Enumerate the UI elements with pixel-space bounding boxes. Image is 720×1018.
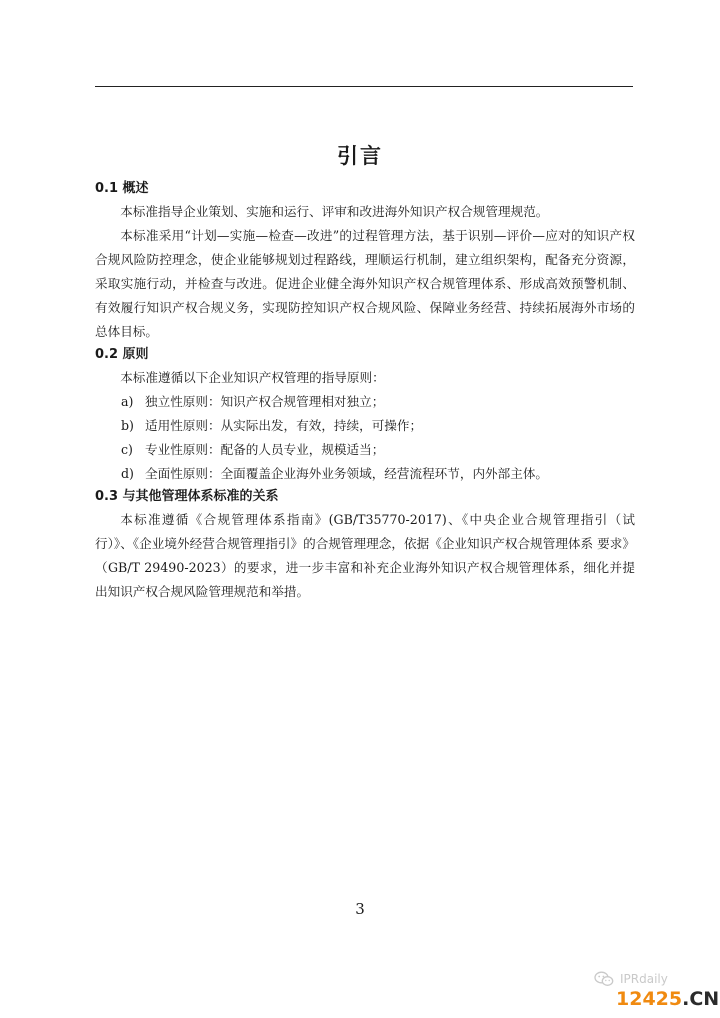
section-heading-overview: 0.1 概述 bbox=[95, 181, 149, 196]
paragraph-relations-1: 本标准遵循《合规管理体系指南》(GB/T35770-2017)、《中央企业合规管理指引（试行）》、《企业境外经营合规管理指引》的合规管理理念，依据《企业知识产权合规管理体系 要求》（GB/T 29490-2023）的要求，进一步丰富和补充企业海外知识产权合规管理体系，细化并提出知识产权合规风险管理规范和举措。 bbox=[95, 512, 635, 599]
list-marker: b) bbox=[121, 418, 134, 433]
list-item bbox=[95, 438, 635, 462]
site-logo-number: 12425 bbox=[616, 988, 683, 1010]
section-heading-principles: 0.2 原则 bbox=[95, 347, 149, 362]
list-item-text: 独立性原则：知识产权合规管理相对独立； bbox=[145, 394, 385, 409]
list-item bbox=[95, 414, 635, 438]
section-heading-relations: 0.3 与其他管理体系标准的关系 bbox=[95, 489, 279, 504]
list-item-text: 全面性原则：全面覆盖企业海外业务领域，经营流程环节，内外部主体。 bbox=[145, 466, 548, 481]
site-logo-dot: . bbox=[682, 988, 690, 1010]
list-item-text: 专业性原则：配备的人员专业，规模适当； bbox=[145, 442, 385, 457]
page-number: 3 bbox=[355, 900, 365, 918]
wechat-icon bbox=[594, 971, 614, 987]
list-item bbox=[95, 462, 635, 486]
site-logo-tld: CN bbox=[689, 988, 720, 1010]
list-marker: a) bbox=[121, 394, 134, 409]
list-marker: c) bbox=[121, 442, 133, 457]
header-rule bbox=[95, 86, 633, 87]
list-item bbox=[95, 390, 635, 414]
paragraph-overview-2: 本标准采用“计划—实施—检查—改进”的过程管理方法，基于识别—评价—应对的知识产权合规风险防控理念，使企业能够规划过程路线，理顺运行机制，建立组织架构，配备充分资源，采取实施行动，并检查与改进。促进企业健全海外知识产权合规管理体系、形成高效预警机制、有效履行知识产权合规义务，实现防控知识产权合规风险、保障业务经营、持续拓展海外市场的总体目标。 bbox=[95, 228, 635, 339]
list-item-text: 适用性原则：从实际出发，有效，持续，可操作； bbox=[145, 418, 423, 433]
list-marker: d) bbox=[121, 466, 134, 481]
watermark bbox=[594, 968, 668, 990]
page-title: 引言 bbox=[337, 144, 383, 168]
paragraph-overview-1: 本标准指导企业策划、实施和运行、评审和改进海外知识产权合规管理规范。 bbox=[120, 204, 549, 219]
site-logo bbox=[616, 988, 719, 1014]
document-body bbox=[95, 178, 635, 604]
paragraph-principles-intro: 本标准遵循以下企业知识产权管理的指导原则： bbox=[120, 370, 385, 385]
watermark-text: IPRdaily bbox=[620, 972, 668, 986]
